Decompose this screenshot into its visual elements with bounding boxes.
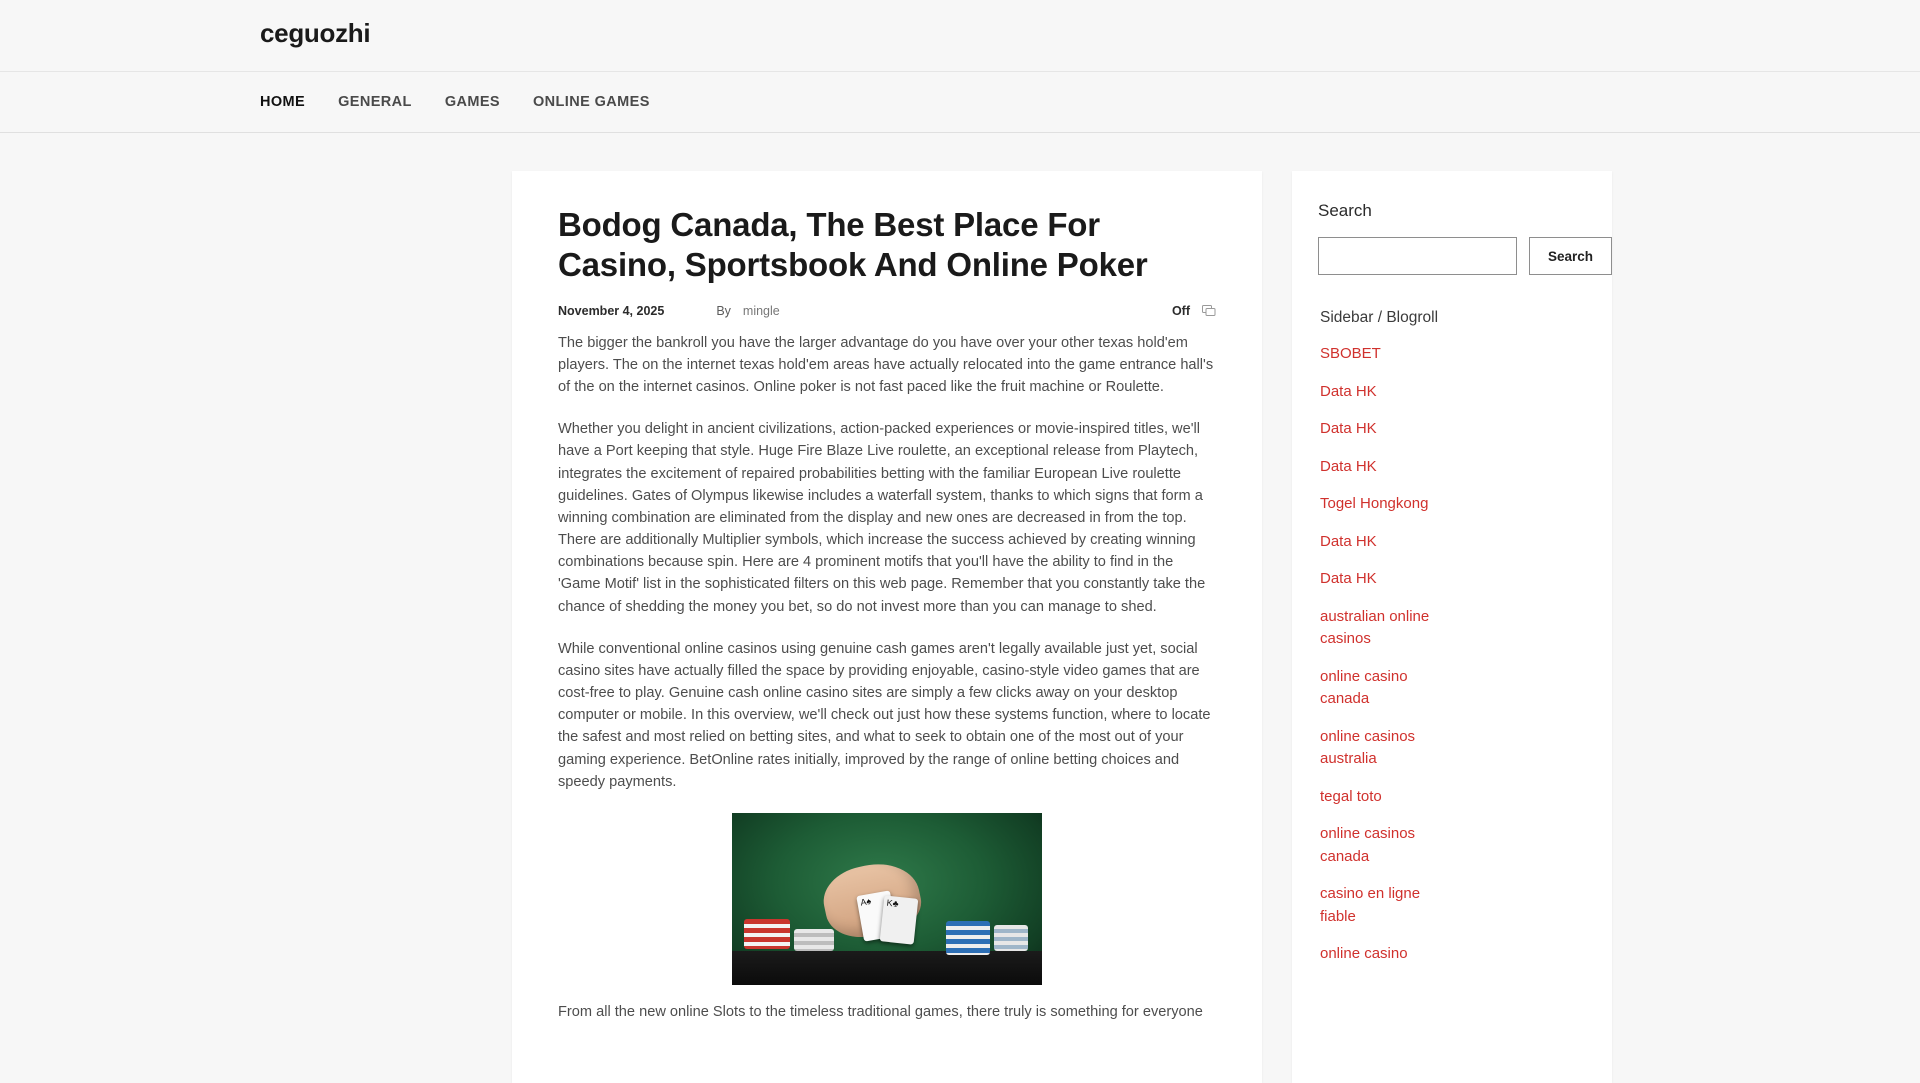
list-item	[1320, 786, 1586, 809]
list-item	[1320, 381, 1586, 404]
nav-item-home[interactable]: HOME	[260, 94, 306, 111]
primary-navigation	[0, 71, 1920, 133]
blogroll-link-3[interactable]: Data HK	[1320, 420, 1377, 438]
nav-item-games[interactable]: GAMES	[444, 94, 500, 111]
article-card	[512, 171, 1262, 1083]
blogroll-list	[1318, 343, 1586, 966]
list-item	[1320, 606, 1586, 651]
nav-item-general[interactable]: GENERAL	[338, 94, 412, 111]
blogroll-link-12[interactable]: online casinos canada	[1320, 825, 1416, 865]
blogroll-link-10[interactable]: online casinos australia	[1320, 727, 1416, 768]
post-author[interactable]: mingle	[742, 303, 780, 318]
comments-status: Off	[1171, 303, 1190, 318]
post-date: November 4, 2025	[558, 303, 665, 318]
sidebar	[1292, 171, 1612, 1083]
nav-item-online-games[interactable]: ONLINE GAMES	[532, 94, 650, 111]
playing-card-1: A♠	[856, 890, 897, 941]
list-item	[1320, 493, 1586, 516]
list-item	[1320, 531, 1586, 554]
blogroll-link-4[interactable]: Data HK	[1320, 457, 1377, 475]
search-form	[1318, 237, 1594, 275]
blogroll-link-13[interactable]: casino en ligne fiable	[1320, 885, 1421, 925]
blogroll-link-8[interactable]: australian online casinos	[1320, 607, 1430, 648]
blogroll-link-6[interactable]: Data HK	[1320, 532, 1377, 550]
comment-icon	[1202, 305, 1216, 317]
blogroll-link-11[interactable]: tegal toto	[1320, 787, 1382, 805]
search-input[interactable]	[1318, 237, 1517, 275]
site-title[interactable]: ceguozhi	[260, 18, 371, 48]
article-body	[558, 332, 1216, 1023]
list-item	[1320, 418, 1586, 441]
paragraph-1: The bigger the bankroll you have the larger advantage do you have over your other texas hold'em players. The on the internet texas hold'em areas have actually relocated into the game entrance hall's of the on the internet casinos. Online poker is not fast paced like the fruit machine or Roulette.	[558, 334, 1214, 396]
playing-card-2: K♣	[880, 895, 919, 944]
list-item	[1320, 568, 1586, 591]
list-item	[1320, 726, 1586, 771]
list-item	[1320, 666, 1586, 711]
list-item	[1320, 456, 1586, 479]
blogroll-link-1[interactable]: SBOBET	[1320, 345, 1381, 363]
post-by-label: By	[716, 303, 731, 318]
search-button[interactable]: Search	[1529, 237, 1612, 275]
blogroll-link-5[interactable]: Togel Hongkong	[1320, 495, 1429, 513]
article-meta	[558, 304, 1216, 318]
page-title: Bodog Canada, The Best Place For Casino, Sportsbook And Online Poker	[558, 206, 1148, 284]
blogroll-link-7[interactable]: Data HK	[1320, 570, 1377, 588]
list-item	[1320, 943, 1586, 966]
paragraph-3: While conventional online casinos using genuine cash games aren't legally available just yet, social casino sites have actually filled the space by providing enjoyable, casino-style video games that are cost-free to play. Genuine cash online casino sites are simply a few clicks away on your desktop computer or mobile. In this overview, we'll check out just how these systems function, where to locate the safest and most relied on betting sites, and what to seek to obtain one of the most out of your gaming experience. BetOnline rates initially, improved by the range of online betting choices and speedy payments.	[558, 640, 1211, 790]
blogroll-link-2[interactable]: Data HK	[1320, 382, 1377, 400]
blogroll-link-14[interactable]: online casino	[1320, 945, 1408, 963]
page-layout	[190, 133, 1730, 1083]
paragraph-trailing: From all the new online Slots to the timeless traditional games, there truly is something for everyone	[558, 1003, 1203, 1020]
blogroll-title: Sidebar / Blogroll	[1320, 309, 1439, 327]
search-widget-title: Search	[1318, 201, 1372, 221]
list-item	[1320, 823, 1586, 868]
paragraph-2: Whether you delight in ancient civilizations, action-packed experiences or movie-inspired titles, we'll have a Port keeping that style. Huge Fire Blaze Live roulette, an exceptional release from Playtech, integrates the excitement of repaired probabilities betting with the familiar European Live roulette guidelines. Gates of Olympus likewise includes a waterfall system, thanks to which signs that form a winning combination are eliminated from the display and new ones are decreased in from the top. There are additionally Multiplier symbols, which increase the success achieved by creating winning combinations because spin. Here are 4 prominent motifs that you'll have the ability to find in the 'Game Motif' list in the sophisticated filters on this web page. Remember that you constantly take the chance of shedding the money you bet, so do not invest more than you can manage to shed.	[558, 421, 1206, 615]
poker-table-image	[732, 813, 1042, 985]
blogroll-link-9[interactable]: online casino canada	[1320, 667, 1408, 708]
list-item	[1320, 883, 1586, 928]
list-item	[1320, 343, 1586, 366]
site-header	[0, 0, 1920, 133]
